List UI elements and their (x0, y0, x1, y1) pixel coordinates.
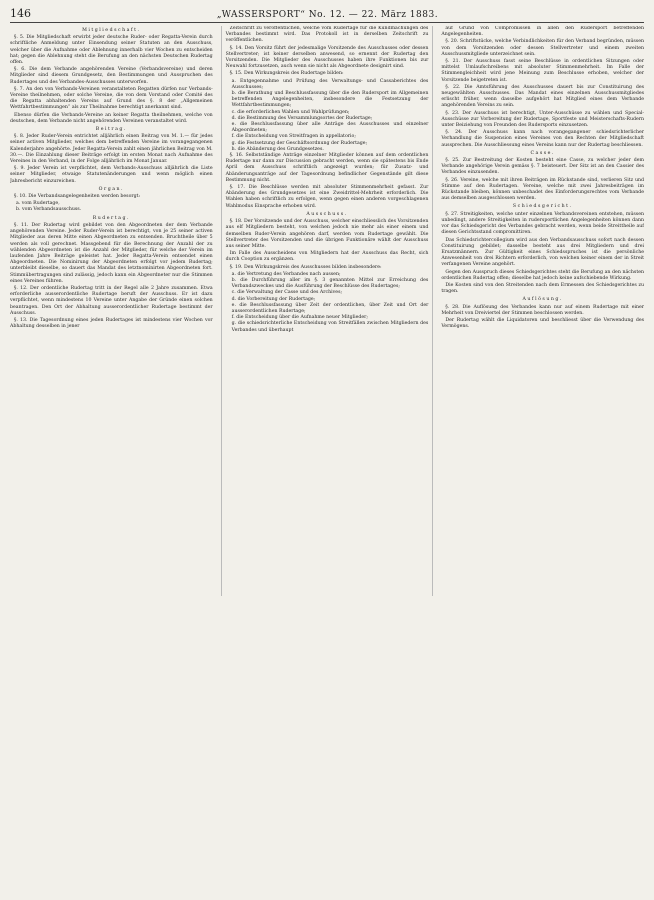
paragraph: §. 21. Der Ausschuss fasst seine Beschlüsse in ordentlichen Sitzungen oder mittelst Umlaufschreibens mit absoluter Stimmenmehrheit. Im Falle der Stimmengleichheit wird jene Meinung zum Beschlusse erhoben, welcher der Vorsitzende beigetreten ist. (441, 59, 644, 83)
page-header (10, 6, 644, 22)
paragraph: §. 15. Den Wirkungskreis des Rudertage bilden: (229, 71, 344, 77)
list-item: b. die Berathung und Beschlussfassung über die den Rudersport im Allgemeinen betreffenden Angelegenheiten, insbesondere die Festsetzung der Wettfahrtbestimmungen; (231, 91, 429, 109)
column-middle (221, 26, 434, 596)
paragraph: Im Falle des Ausscheidens von Mitgliedern hat der Ausschuss das Recht, sich durch Cooption zu ergänzen. (225, 251, 429, 263)
text-columns (10, 26, 644, 596)
list-item: a. Entgegennahme und Prüfung des Verwaltungs- und Cassaberichtes des Ausschusses; (231, 78, 429, 90)
list-item: f. die Entscheidung von Streitfragen in appellatorio; (231, 134, 356, 140)
section-heading: Mitgliedschaft. (82, 28, 141, 33)
list-item: f. die Entscheidung über die Aufnahme neuer Mitglieder; (231, 315, 368, 321)
column-left (10, 26, 213, 596)
list-item: g. die Festsetzung der Geschäftsordnung der Rudertage; (231, 140, 368, 146)
list-item: d. die Vorbereitung der Rudertage; (231, 296, 316, 302)
paragraph: §. 25. Zur Bestreitung der Kosten besteht eine Casse, zu welcher jeder dem Verbande angehörige Verein gemäss §. 7 beisteuert. Der Sitz ist an den Cassier des Verbandes einzusenden. (441, 158, 644, 176)
section-heading: Rudertag. (92, 215, 130, 221)
paragraph: §. 12. Der ordentliche Rudertag tritt in der Regel alle 2 Jahre zusammen. Etwa erforderliche ausserordentliche Rudertage beruft der Ausschuss. Er ist dazu verpflichtet, wenn mindestens 10 Vereine unter Angabe der Gründe einen solchen beantragen. Den Ort der Abhaltung ausserordentlicher Rudertage bestimmt der Ausschuss. (10, 285, 213, 316)
paragraph: §. 9. Jeder Verein ist verpflichtet, dem Verbands-Ausschuss alljährlich die Liste seiner Mitglieder, etwaige Statutenänderungen und wenn möglich einen Jahresbericht einzureichen. (10, 166, 213, 184)
list-item: a. die Vertretung des Verbandes nach aussen; (231, 271, 341, 277)
list-item: c. die Verwaltung der Casse und des Archives; (231, 290, 343, 296)
paragraph: Das Schiedsrichtercollegium wird aus den Verbandsausschuss sofort nach dessen Constituirung gebildet; dasselbe besteht aus drei Mitgliedern und drei Ersatzmännern. Zur Gültigkeit eines Schiedsspruches ist die persönliche Anwesenheit von drei Richtern erforderlich, von welchen keiner einem der in Streit verfangenen Vereine angehört. (441, 237, 644, 268)
list-item: h. die Abänderung des Grundgesetzes. (231, 146, 324, 152)
paragraph: §. 14. Den Vorsitz führt der jedesmalige Vorsitzende des Ausschusses oder dessen Stellvertreter; ist keiner derselben anwesend, so ernennt der Rudertag den Vorsitzenden. Die Mitglieder des Ausschusses haben ihre Funktionen bis zur Neuwahl fortzusetzen, auch wenn sie nicht als Abgeordnete designirt sind. (225, 45, 429, 70)
paragraph: §. 8. Jeder Ruder-Verein entrichtet alljährlich einen Beitrag von M. 1.— für jedes seiner activen Mitglieder, welches dem betreffenden Vereine im vorangegangenen Kalenderjahre angehörte. Jeder Regatta-Verein zahlt einen jährlichen Beitrag von M. 30.—. Die Einzahlung dieser Beiträge erfolgt im ersten Monat nach Aufnahme des Vereines in den Verband, in der Folge alljährlich im Monat Januar. (10, 134, 213, 165)
paragraph: §. 18. Der Vorsitzende und der Ausschuss, welcher einschliesslich des Vorsitzenden aus elf Mitgliedern besteht, von welchen jedoch nie mehr als einer einem und demselben Ruder-Verein angehören darf, werden vom Rudertage gewählt. Die Stellvertreter des Vorsitzenden und die übrigen Funktionäre wählt der Ausschuss aus seiner Mitte. (225, 219, 429, 249)
list-item: e. die Beschlussfassung über alle Anträge des Ausschusses und einzelner Abgeordneten; (231, 122, 429, 134)
paragraph: §. 13. Die Tagesordnung eines jeden Rudertages ist mindestens vier Wochen vor Abhaltung desselben in jener (10, 317, 213, 330)
list-item: g. die schiedsrichterliche Entscheidung von Streitfällen zwischen Mitgliedern des Verbandes und überhaupt (231, 321, 429, 333)
list-item: b. die Durchführung aller im §. 3 genannten Mittel zur Erreichung des Verbandszweckes und die Ausführung der Beschlüsse des Rudertages; (231, 277, 429, 290)
paragraph: §. 16. Selbstständige Anträge einzelner Mitglieder können auf dem ordentlichen Rudertage nur dann zur Discussion gebracht werden, wenn sie spätestens bis Ende April dem Ausschuss schriftlich angezeigt wurden; für Zusatz- und Abänderungsanträge auf der Tagesordnung befindlicher Gegenstände gilt diese Bestimmung nicht. (225, 153, 429, 183)
paragraph: §. 7. An den von Verbands-Vereinen veranstalteten Regatten dürfen nur Verbands-Vereine theilnehmen, oder solche Vereine, die von dem Vorstand oder Comité des die Regatta abhaltenden Vereins auf Grund des §. 8 der „Allgemeinen Wettfahrtbestimmungen“ als zur Theilnahme berechtigt anerkannt sind. (10, 86, 213, 111)
column-right (441, 26, 644, 596)
paragraph: auf Grund von Compromissen in allen den Rudersport betreffenden Angelegenheiten. (441, 26, 644, 38)
list-item: c. die erforderlichen Wahlen und Wahlprüfungen; (231, 109, 350, 115)
page-number: 146 (10, 7, 31, 20)
section-heading: Ausschuss. (306, 211, 348, 217)
paragraph: §. 19. Den Wirkungskreis des Ausschusses bilden insbesondere: (229, 264, 382, 270)
list-item: e. die Beschlussfassung über Zeit der ordentlichen, über Zeit und Ort der ausserordentlichen Rudertage; (231, 302, 429, 314)
section-heading: Schiedsgericht. (512, 204, 573, 210)
paragraph: Zeitschrift zu veröffentlichen, welche vom Rudertage für die Kundmachungen des Verbandes bestimmt wird. Das Protokoll ist in derselben Zeitschrift zu veröffentlichen. (225, 26, 429, 44)
paragraph: §. 26. Vereine, welche mit ihren Beiträgen im Rückstande sind, verlieren Sitz und Stimme auf den Rudertagen. Vereine, welche mit zwei Jahresbeiträgen im Rückstande bleiben, können unbeschadet des Einforderungsrechtes vom Verbande aus demselben ausgeschlossen werden. (441, 177, 644, 202)
paragraph: §. 11. Der Rudertag wird gebildet von den Abgeordneten der dem Verbande angehörenden Vereine. Jeder Ruder-Verein ist berechtigt, von je 25 seiner activen Mitglieder aus deren Mitte einen Abgeordneten zu entsenden. Bruchtheile über 5 werden als voll gerechnet. Massgebend für die Berechnung der Anzahl der zu wählenden Abgeordneten ist die Anzahl der Mitglieder, für welche der Verein im laufenden Jahre Beiträge geleistet hat. Jeder Regatta-Verein entsendet einen Abgeordneten. Die Nominirung der Abgeordneten erfolgt vor jedem Rudertag; unterbleibt dieselbe, so dauert das Mandat des letztnominirten Abgeordneten fort. Stimmübertragungen sind zulässig, jedoch kann ein Abgeordneter nur die Stimmen eines Vereines führen. (10, 222, 213, 284)
paragraph: §. 23. Der Ausschuss ist berechtigt, Unter-Ausschüsse zu wählen und Special-Ausschüsse zur Vorbereitung der Rudertage, Sportfeste und Meisterschafts-Rudern unter Beiziehung von Freunden des Rudersports einzusetzen. (441, 110, 644, 129)
section-heading: Casse. (530, 150, 555, 156)
paragraph: §. 28. Die Auflösung des Verbandes kann nur auf einem Rudertage mit einer Mehrheit von Dreiviertel der Stimmen beschlossen werden. (441, 304, 644, 316)
paragraph: §. 20. Schriftstücke, welche Verbindlichkeiten für den Verband begründen, müssen von dem Vorsitzenden oder dessen Stellvertreter und einem zweiten Ausschussmitgliede unterzeichnet sein. (441, 39, 644, 57)
running-title: „WASSERSPORT“ No. 12. — 22. März 1883. (216, 10, 439, 20)
list-item: b. vom Verbandsausschuss. (16, 207, 82, 213)
list-item: a. vom Rudertage, (16, 201, 60, 207)
section-heading: Organ. (98, 186, 125, 192)
paragraph: §. 5. Die Mitgliedschaft erwirbt jeder deutsche Ruder- oder Regatta-Verein durch schriftliche Anmeldung unter Einsendung seiner Statuten an den Ausschuss, welcher über die Aufnahme oder Ablehnung innerhalb vier Wochen zu entscheiden hat; gegen die Ablehnung steht die Berufung an den nächsten Deutschen Rudertag offen. (10, 35, 213, 66)
paragraph: §. 22. Die Amtsführung des Ausschusses dauert bis zur Constituirung des neugewählten Ausschusses. Das Mandat eines einzelnen Ausschussmitgliedes erlischt früher, wenn dasselbe aufgehört hat Mitglied eines dem Verbande angehörenden Vereins zu sein. (441, 84, 644, 109)
paragraph: §. 6. Die dem Verbande angehörenden Vereine (Verbandsvereine) und deren Mitglieder sind diesem Grundgesetz, den Bestimmungen und Ausspruchen des Rudertages und des Verbandes-Ausschusses unterworfen. (10, 67, 213, 85)
paragraph: §. 10. Die Verbandsangelegenheiten werden besorgt: (14, 194, 141, 200)
paragraph: Ebenso dürfen die Verbands-Vereine an keiner Regatta theilnehmen, welche von deutschen, dem Verbande nicht angehörenden Vereinen veranstaltet wird. (10, 112, 213, 124)
paragraph: §. 27. Streitigkeiten, welche unter einzelnen Verbandsvereinen entstehen, müssen unbedingt, andere Streitigkeiten in rudersportlichen Angelegenheiten können dann vor das Schiedsgericht des Verbandes gebracht werden, wenn beide Streittheile auf diesen Gerichtsstand compromittiren. (441, 211, 644, 236)
paragraph: Gegen den Ausspruch dieses Schiedsgerichtes steht die Berufung an den nächsten ordentlichen Rudertag offen; dieselbe hat jedoch keine aufschiebende Wirkung. (441, 269, 644, 281)
paragraph: §. 24. Der Ausschuss kann nach vorangegangener schiedsrichterlicher Verhandlung die Suspension eines Vereines von den Rechten der Mitgliedschaft aussprechen. Die Ausschliessung eines Vereins kann nur der Rudertag beschliessen. (441, 130, 644, 148)
paragraph: §. 17. Die Beschlüsse werden mit absoluter Stimmenmehrheit gefasst. Zur Abänderung des Grundgesetzes ist eine Zweidrittel-Mehrheit erforderlich. Die Wahlen haben schriftlich zu erfolgen, wenn gegen einen anderen vorgeschlagenen Wahlmodus Einsprache erhoben wird. (225, 185, 429, 209)
paragraph: Die Kosten sind von den Streitenden nach dem Ermessen des Schiedsgerichtes zu tragen. (441, 282, 644, 295)
list-item: d. die Bestimmung des Versammlungsortes der Rudertage; (231, 115, 373, 121)
section-heading: Beitrag. (95, 127, 127, 133)
paragraph: Der Rudertag wählt die Liquidatoren und beschliesst über die Verwendung des Vermögens. (441, 317, 644, 330)
section-heading: Auflösung. (522, 297, 563, 303)
